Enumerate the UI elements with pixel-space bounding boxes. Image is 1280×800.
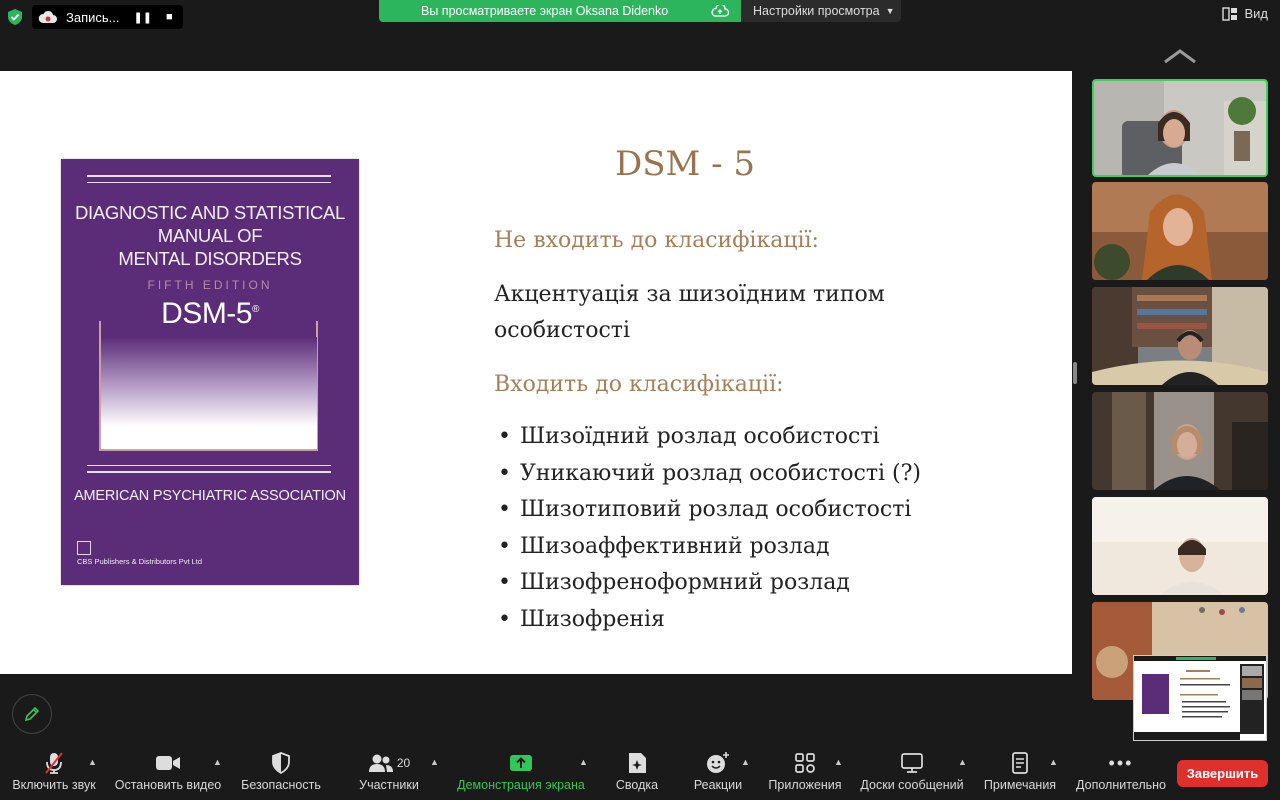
summary-icon bbox=[626, 751, 648, 775]
book-brand: DSM-5® bbox=[161, 297, 259, 330]
participants-label: Участники bbox=[359, 778, 419, 792]
share-screen-icon bbox=[509, 753, 533, 773]
summary-label: Сводка bbox=[615, 778, 659, 792]
pause-icon[interactable]: ❚❚ bbox=[133, 11, 152, 24]
pencil-icon bbox=[23, 705, 41, 723]
scroll-up-arrow-icon[interactable] bbox=[1163, 48, 1197, 64]
view-options-dropdown[interactable] bbox=[741, 0, 901, 22]
emoji-reaction-icon bbox=[706, 751, 730, 775]
apps-options-chevron-icon[interactable]: ▲ bbox=[834, 757, 843, 767]
shared-slide bbox=[0, 71, 1072, 674]
microphone-muted-icon bbox=[43, 751, 65, 775]
cover-divider bbox=[87, 465, 331, 466]
participant-gallery bbox=[1073, 36, 1280, 748]
participant-video-tile[interactable] bbox=[1092, 182, 1268, 280]
security-button[interactable] bbox=[236, 748, 326, 800]
share-options-chevron-icon[interactable]: ▲ bbox=[579, 757, 588, 767]
summary-button[interactable] bbox=[606, 748, 668, 800]
participant-video-tile[interactable] bbox=[1092, 497, 1268, 595]
participant-video bbox=[1092, 182, 1268, 280]
grid-view-icon bbox=[1222, 7, 1238, 21]
participant-video bbox=[1092, 497, 1268, 595]
screen-share-banner bbox=[379, 0, 741, 22]
participants-button[interactable] bbox=[350, 748, 428, 800]
book-publisher: CBS Publishers & Distributors Pvt Ltd bbox=[77, 557, 203, 566]
chevron-down-icon: ▼ bbox=[885, 6, 895, 16]
participant-video-tile[interactable] bbox=[1092, 392, 1268, 490]
book-association: AMERICAN PSYCHIATRIC ASSOCIATION bbox=[74, 488, 346, 504]
cover-gradient bbox=[101, 337, 317, 449]
video-camera-icon bbox=[155, 754, 181, 772]
view-options-label: Настройки просмотра bbox=[753, 4, 880, 18]
dsm5-book-cover bbox=[61, 159, 359, 585]
notes-label: Примечания bbox=[983, 778, 1057, 792]
view-label: Вид bbox=[1244, 6, 1268, 21]
more-dots-icon: ••• bbox=[1108, 752, 1134, 773]
more-label: Дополнительно bbox=[1076, 778, 1166, 792]
participants-icon bbox=[368, 753, 394, 773]
participants-count: 20 bbox=[396, 756, 411, 770]
reactions-label: Реакции bbox=[693, 778, 743, 792]
end-meeting-button[interactable]: Завершить bbox=[1177, 760, 1268, 787]
security-label: Безопасность bbox=[241, 778, 321, 792]
apps-button[interactable] bbox=[762, 748, 848, 800]
shared-screen-minipreview[interactable] bbox=[1133, 655, 1267, 741]
sidebar-resize-handle[interactable] bbox=[1073, 362, 1077, 384]
publisher-logo-icon bbox=[77, 541, 91, 555]
share-screen-button[interactable] bbox=[450, 748, 592, 800]
annotate-button[interactable] bbox=[12, 694, 52, 734]
whiteboards-label: Доски сообщений bbox=[860, 778, 964, 792]
share-screen-label: Демонстрация экрана bbox=[457, 778, 585, 792]
notes-options-chevron-icon[interactable]: ▲ bbox=[1049, 757, 1058, 767]
notes-button[interactable] bbox=[980, 748, 1060, 800]
stop-video-label: Остановить видео bbox=[114, 778, 222, 792]
whiteboards-button[interactable] bbox=[856, 748, 968, 800]
recording-status bbox=[6, 5, 183, 29]
book-title: DIAGNOSTIC AND STATISTICAL MANUAL OF MENTAL DISORDERS bbox=[74, 202, 346, 269]
view-button[interactable] bbox=[1222, 6, 1268, 21]
not-included-text: Акцентуація за шизоїдним типом особистості bbox=[494, 282, 885, 343]
unmute-label: Включить звук bbox=[12, 778, 96, 792]
apps-label: Приложения bbox=[768, 778, 842, 792]
whiteboards-options-chevron-icon[interactable]: ▲ bbox=[958, 757, 967, 767]
unmute-button[interactable] bbox=[8, 748, 100, 800]
stop-icon[interactable]: ■ bbox=[165, 11, 173, 23]
recording-control[interactable] bbox=[32, 5, 183, 29]
notes-icon bbox=[1010, 751, 1030, 775]
not-included-heading: Не входить до класифікації: bbox=[494, 228, 819, 253]
list-item: • Уникаючий розлад особистості (?) bbox=[498, 460, 922, 486]
cover-divider bbox=[87, 182, 331, 183]
audio-options-chevron-icon[interactable]: ▲ bbox=[88, 757, 97, 767]
cloud-icon bbox=[711, 5, 729, 17]
cover-divider bbox=[87, 175, 331, 177]
list-item: • Шизофренія bbox=[498, 606, 665, 632]
screen-thumbnail bbox=[1134, 656, 1266, 740]
reactions-options-chevron-icon[interactable]: ▲ bbox=[741, 757, 750, 767]
participants-options-chevron-icon[interactable]: ▲ bbox=[430, 757, 439, 767]
list-item: • Шизоїдний розлад особистості bbox=[498, 424, 880, 449]
included-list bbox=[498, 419, 921, 638]
book-edition: FIFTH EDITION bbox=[147, 278, 273, 292]
cover-divider bbox=[87, 471, 331, 473]
participant-video bbox=[1092, 287, 1268, 385]
stop-video-button[interactable] bbox=[112, 748, 224, 800]
top-bar bbox=[0, 0, 1280, 36]
video-options-chevron-icon[interactable]: ▲ bbox=[213, 757, 222, 767]
reactions-button[interactable] bbox=[688, 748, 748, 800]
cloud-recording-icon bbox=[38, 10, 58, 24]
participant-video bbox=[1094, 81, 1268, 177]
security-shield-icon[interactable] bbox=[6, 8, 24, 26]
apps-icon bbox=[794, 752, 816, 774]
more-button[interactable] bbox=[1072, 748, 1170, 800]
list-item: • Шизоаффективний розлад bbox=[498, 533, 830, 559]
participant-video-tile[interactable] bbox=[1092, 287, 1268, 385]
recording-label: Запись... bbox=[66, 9, 120, 25]
list-item: • Шизотиповий розлад особистості bbox=[498, 497, 912, 522]
list-item: • Шизофреноформний розлад bbox=[498, 570, 850, 595]
meeting-toolbar bbox=[0, 748, 1280, 800]
share-banner-text: Вы просматриваете экран Oksana Didenko bbox=[421, 4, 669, 18]
slide-title: DSM - 5 bbox=[614, 144, 756, 184]
participant-video-tile[interactable] bbox=[1092, 79, 1268, 177]
whiteboard-icon bbox=[900, 752, 924, 774]
included-heading: Входить до класифікації: bbox=[494, 372, 784, 397]
participant-video bbox=[1092, 392, 1268, 490]
shield-icon bbox=[271, 752, 291, 774]
